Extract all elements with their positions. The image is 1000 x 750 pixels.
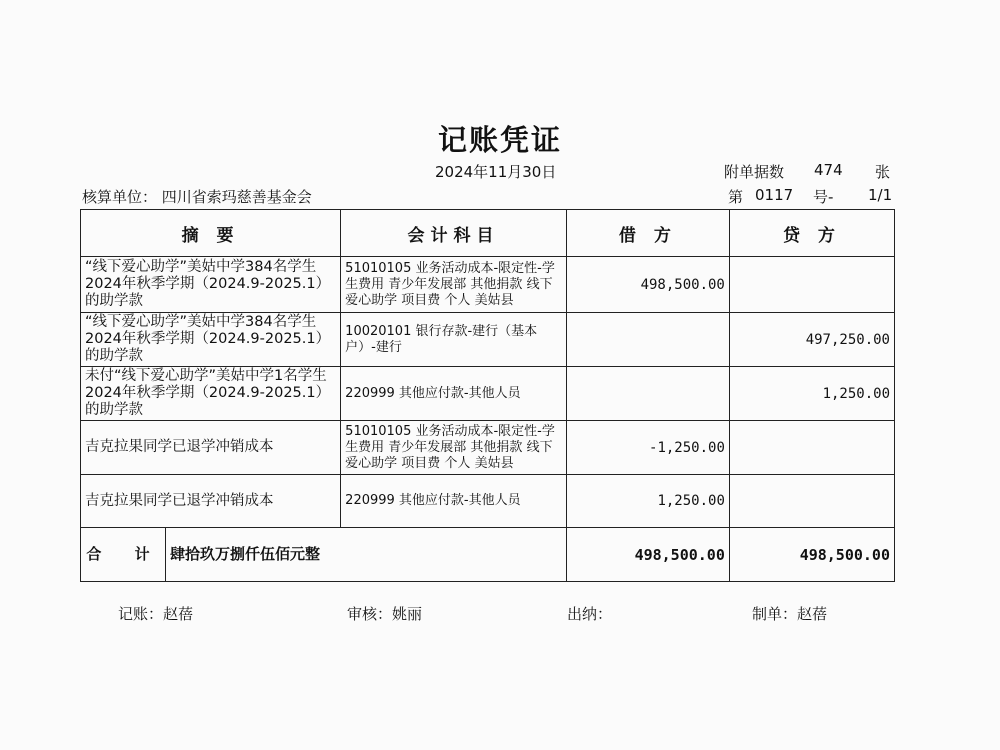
table-row	[81, 475, 895, 528]
table-row	[81, 313, 895, 367]
preparer-signature: 制单：赵蓓	[752, 605, 828, 623]
bookkeeper-signature: 记账：赵蓓	[118, 605, 194, 623]
column-header-credit: 贷 方	[729, 210, 894, 257]
total-credit: 498,500.00	[729, 528, 894, 582]
voucher-prefix: 第	[728, 188, 744, 206]
column-header-debit: 借 方	[566, 210, 729, 257]
voucher-page: 1/1	[868, 186, 893, 204]
unit-label: 核算单位：	[82, 188, 158, 206]
debit-cell: -1,250.00	[566, 421, 729, 475]
debit-cell	[566, 367, 729, 421]
column-header-account: 会计科目	[341, 210, 567, 257]
account-cell: 220999 其他应付款-其他人员	[341, 475, 567, 528]
credit-cell: 1,250.00	[729, 367, 894, 421]
summary-cell: 未付“线下爱心助学”美姑中学1名学生2024年秋季学期（2024.9-2025.1）的助学款	[81, 367, 341, 421]
total-amount-words: 肆拾玖万捌仟伍佰元整	[170, 545, 321, 563]
summary-cell: “线下爱心助学”美姑中学384名学生2024年秋季学期（2024.9-2025.1）的助学款	[81, 313, 341, 367]
account-cell: 51010105 业务活动成本-限定性-学生费用 青少年发展部 其他捐款 线下爱心助学 项目费 个人 美姑县	[341, 421, 567, 475]
total-debit: 498,500.00	[566, 528, 729, 582]
account-cell: 10020101 银行存款-建行（基本户）-建行	[341, 313, 567, 367]
debit-cell: 498,500.00	[566, 257, 729, 313]
credit-cell	[729, 475, 894, 528]
debit-cell	[566, 313, 729, 367]
summary-cell: “线下爱心助学”美姑中学384名学生2024年秋季学期（2024.9-2025.1）的助学款	[81, 257, 341, 313]
total-label: 合 计	[85, 528, 166, 581]
table-row	[81, 257, 895, 313]
reviewer-signature: 审核：姚丽	[347, 605, 423, 623]
voucher-suffix: 号-	[813, 188, 834, 206]
account-cell: 51010105 业务活动成本-限定性-学生费用 青少年发展部 其他捐款 线下爱心助学 项目费 个人 美姑县	[341, 257, 567, 313]
column-header-summary: 摘 要	[81, 210, 341, 257]
account-cell: 220999 其他应付款-其他人员	[341, 367, 567, 421]
unit-name: 四川省索玛慈善基金会	[161, 188, 312, 206]
credit-cell	[729, 421, 894, 475]
summary-cell: 吉克拉果同学已退学冲销成本	[81, 421, 341, 475]
voucher-table	[80, 209, 895, 582]
table-row	[81, 421, 895, 475]
total-row	[81, 528, 895, 582]
voucher-date: 2024年11月30日	[435, 163, 557, 181]
voucher-no-value: 0117	[755, 186, 794, 204]
total-description	[81, 528, 567, 582]
accounting-unit	[82, 186, 312, 207]
credit-cell: 497,250.00	[729, 313, 894, 367]
attachments-count: 474	[814, 161, 843, 179]
voucher-title: 记账凭证	[437, 123, 562, 157]
table-row	[81, 367, 895, 421]
credit-cell	[729, 257, 894, 313]
debit-cell: 1,250.00	[566, 475, 729, 528]
summary-cell: 吉克拉果同学已退学冲销成本	[81, 475, 341, 528]
attachments-label: 附单据数	[724, 163, 785, 181]
attachments-unit: 张	[875, 163, 891, 181]
cashier-signature: 出纳：	[567, 605, 613, 623]
